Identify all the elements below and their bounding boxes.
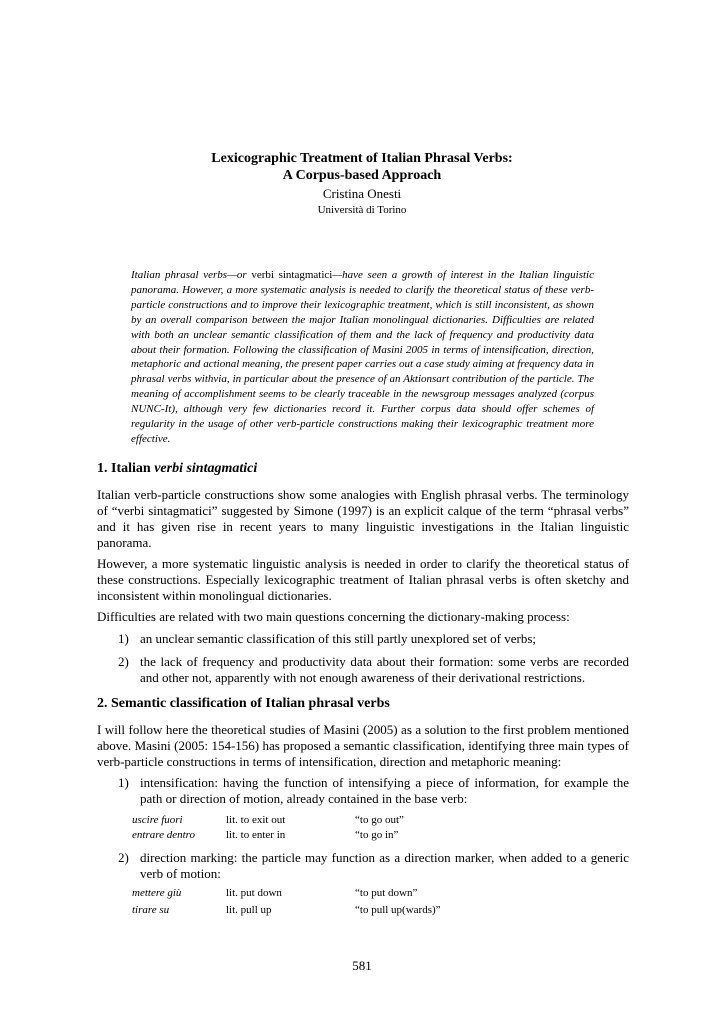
abstract-body: —have seen a growth of interest in the Italian linguistic panorama. However, a more systematic analysis is needed to clarify the theoretical status of these verb-particle constructions and to improve their lexicographic treatment, which is still inconsistent, as shown by an overall comparison between the major Italian monolingual dictionaries. Difficulties are related with both an unclear semantic classification of them and the lack of frequency and productivity data about their formation. Following the classification of Masini 2005 in terms of intensification, direction, metaphoric and actional meaning, the present paper carries out a case study aiming at frequency data in phrasal verbs withvia, in particular about the presence of an Aktionsart contribution of the particle. The meaning of accomplishment seems to be clearly traceable in the newsgroup messages analyzed (corpus NUNC-It), although very few dictionaries record it. Further corpus data should offer schemes of regularity in the usage of other verb-particle constructions making their lexicographic treatment more effective. xyxy=(131,269,594,445)
example-literal: lit. pull up xyxy=(226,904,272,916)
section1-list-item xyxy=(118,631,629,647)
paper-title-line2: A Corpus-based Approach xyxy=(282,168,442,183)
section1-paragraph-2: However, a more systematic linguistic analysis is needed in order to clarify the theoretical status of these constructions. Especially lexicographic treatment of Italian phrasal verbs is often sketchy and inconsistent within monolingual dictionaries. xyxy=(97,556,629,603)
list-item-text: direction marking: the particle may function as a direction marker, when added to a generic verb of motion: xyxy=(140,850,629,881)
section2-list-item xyxy=(118,775,629,807)
example-verb: entrare dentro xyxy=(132,829,196,841)
section1-paragraph-3: Difficulties are related with two main questions concerning the dictionary-making process: xyxy=(97,609,570,624)
example-gloss: “to pull up(wards)” xyxy=(355,904,441,916)
author-affiliation: Università di Torino xyxy=(317,204,407,216)
abstract xyxy=(131,268,594,447)
section1-paragraph-1: Italian verb-particle constructions show some analogies with English phrasal verbs. The terminology of “verbi sintagmatici” suggested by Simone (1997) is an explicit calque of the term “phrasal verbs” and it has given rise in recent years to many linguistic investigations in the Italian linguistic panorama. xyxy=(97,487,629,550)
list-item-text: intensification: having the function of intensifying a piece of information, for example the path or direction of motion, already contained in the base verb: xyxy=(140,775,629,806)
example-gloss: “to go in” xyxy=(355,829,399,841)
example-verb: mettere giù xyxy=(132,887,182,899)
example-gloss: “to put down” xyxy=(355,887,418,899)
example-verb: tirare su xyxy=(132,904,170,916)
paper-title-line1: Lexicographic Treatment of Italian Phrasal Verbs: xyxy=(211,151,513,166)
section1-heading-italic: verbi sintagmatici xyxy=(154,461,258,476)
section1-heading xyxy=(97,460,257,477)
abstract-term: verbi sintagmatici xyxy=(251,269,333,281)
list-item-number: 1) xyxy=(118,631,129,646)
section1-list-item xyxy=(118,654,629,686)
page-number: 581 xyxy=(352,958,372,973)
example-literal: lit. to exit out xyxy=(226,814,286,826)
list-item-number: 2) xyxy=(118,654,129,669)
section2-paragraph-1: I will follow here the theoretical studies of Masini (2005) as a solution to the first problem mentioned above. Masini (2005: 154-156) has proposed a semantic classification, identifying three main types of verb-particle constructions in terms of intensification, direction and metaphoric meaning: xyxy=(97,722,629,769)
section2-heading: 2. Semantic classification of Italian phrasal verbs xyxy=(97,696,390,711)
author-name: Cristina Onesti xyxy=(322,186,402,201)
list-item-text: an unclear semantic classification of this still partly unexplored set of verbs; xyxy=(140,631,537,646)
example-verb: uscire fuori xyxy=(132,814,183,826)
example-literal: lit. to enter in xyxy=(226,829,286,841)
list-item-text: the lack of frequency and productivity data about their formation: some verbs are recorded and other not, apparently with not enough awareness of their derivational restrictions. xyxy=(140,654,629,685)
abstract-lead: Italian phrasal verbs—or xyxy=(131,269,252,281)
section2-list-item xyxy=(118,850,629,882)
example-literal: lit. put down xyxy=(226,887,282,899)
list-item-number: 1) xyxy=(118,775,129,790)
section1-heading-prefix: 1. Italian xyxy=(97,461,155,476)
example-gloss: “to go out” xyxy=(355,814,404,826)
list-item-number: 2) xyxy=(118,850,129,865)
